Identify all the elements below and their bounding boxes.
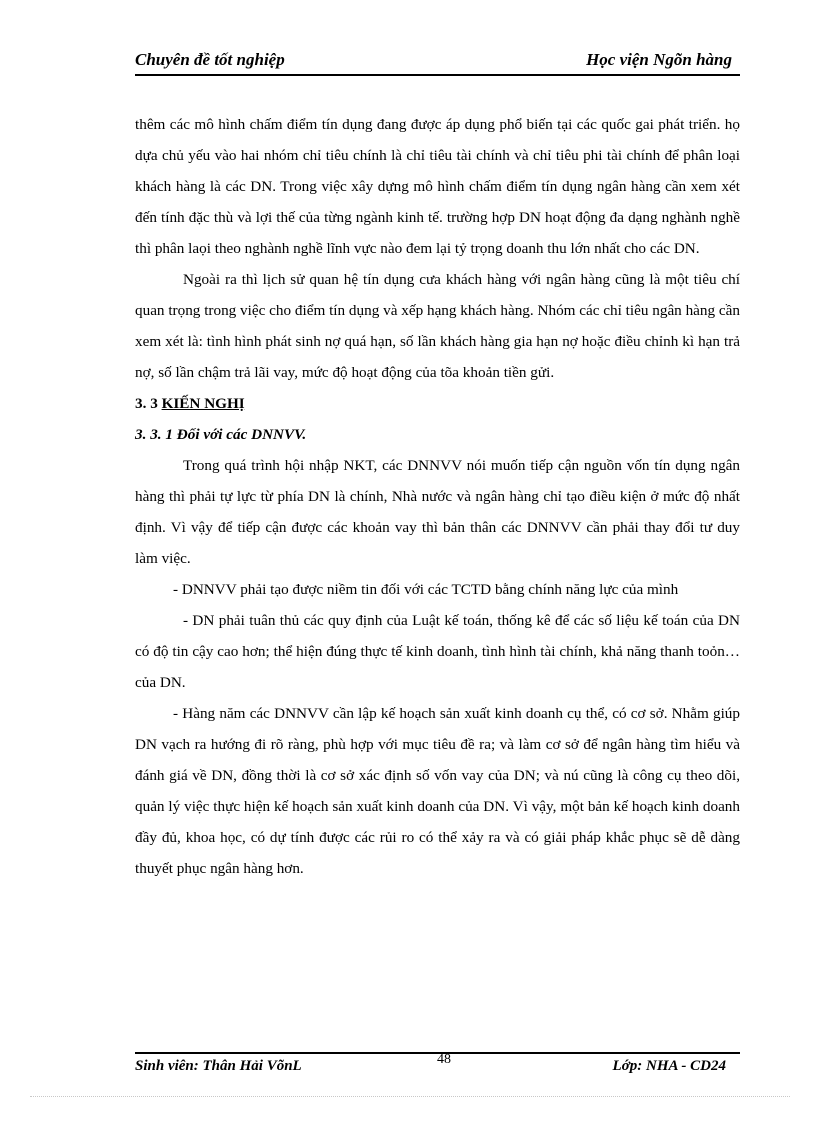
bullet-accounting: - DN phải tuân thủ các quy định của Luật kế toán, thống kê để các số liệu kế toán của DN có độ tin cậy cao hơn; thể hiện đúng thực tế kinh doanh, tình hình tài chính, khả năng thanh toỏn…của DN. xyxy=(135,612,740,691)
section-heading-title: KIẾN NGHỊ xyxy=(161,395,245,412)
page-number: 48 xyxy=(437,1052,451,1067)
bullet-trust: - DNNVV phải tạo được niềm tin đối với các TCTD bằng chính năng lực của mình xyxy=(173,581,679,598)
page-edge-divider xyxy=(30,1096,790,1097)
subsection-heading: 3. 3. 1 Đối với các DNNVV. xyxy=(135,426,307,443)
page-header xyxy=(135,48,740,76)
paragraph-credit-history: Ngoài ra thì lịch sử quan hệ tín dụng cưa khách hàng với ngân hàng cũng là một tiêu chí quan trọng trong việc cho điểm tín dụng và xếp hạng khách hàng. Nhóm các chỉ tiêu ngân hàng cần xem xét là: tình hình phát sinh nợ quá hạn, số lần khách hàng gia hạn nợ hoặc điều chỉnh kì hạn trả nợ, số lần chậm trả lãi vay, mức độ hoạt động của tõa khoản tiền gửi. xyxy=(135,271,740,381)
paragraph-scoring-models: thêm các mô hình chấm điểm tín dụng đang được áp dụng phổ biến tại các quốc gai phát triển. họ dựa chủ yếu vào hai nhóm chỉ tiêu chính là chỉ tiêu tài chính và chỉ tiêu phi tài chính để phân loại khách hàng là các DN. Trong việc xây dựng mô hình chấm điểm tín dụng ngân hàng cần xem xét đến tính đặc thù và lợi thế của từng ngành kinh tế. trường hợp DN hoạt động đa dạng nghành nghề thì phân laọi theo nghành nghề lĩnh vực nào đem lại tỷ trọng doanh thu lớn nhất cho các DN. xyxy=(135,116,740,257)
footer-class: Lớp: NHA - CD24 xyxy=(612,1058,726,1074)
paragraph-integration: Trong quá trình hội nhập NKT, các DNNVV nói muốn tiếp cận nguồn vốn tín dụng ngân hàng thì phải tự lực từ phía DN là chính, Nhà nước và ngân hàng chỉ tạo điều kiện ở mức độ nhất định. Vì vậy để tiếp cận được các khoản vay thì bản thân các DNNVV cần phải thay đổi tư duy làm việc. xyxy=(135,457,740,567)
page-footer xyxy=(135,1052,740,1082)
section-heading-number: 3. 3 xyxy=(135,395,162,412)
section-heading xyxy=(135,388,740,419)
bullet-business-plan: - Hàng năm các DNNVV cần lập kế hoạch sản xuất kinh doanh cụ thể, có cơ sở. Nhằm giúp DN vạch ra hướng đi rõ ràng, phù hợp với mục tiêu đề ra; và làm cơ sở để ngân hàng tìm hiểu và đánh giá về DN, đồng thời là cơ sở xác định số vốn vay của DN; và nú cũng là công cụ theo dõi, quản lý việc thực hiện kế hoạch sản xuất kinh doanh của DN. Vì vậy, một bản kế hoạch kinh doanh đầy đủ, khoa học, có dự tính được các rủi ro có thể xảy ra và có giải pháp khắc phục sẽ dễ dàng thuyết phục ngân hàng hơn. xyxy=(135,705,740,877)
header-document-type: Chuyên đề tốt nghiệp xyxy=(135,50,285,69)
page-body xyxy=(135,109,740,884)
header-institution: Học viện Ngõn hàng xyxy=(586,50,732,69)
footer-student: Sinh viên: Thân Hải VõnL xyxy=(135,1058,302,1074)
